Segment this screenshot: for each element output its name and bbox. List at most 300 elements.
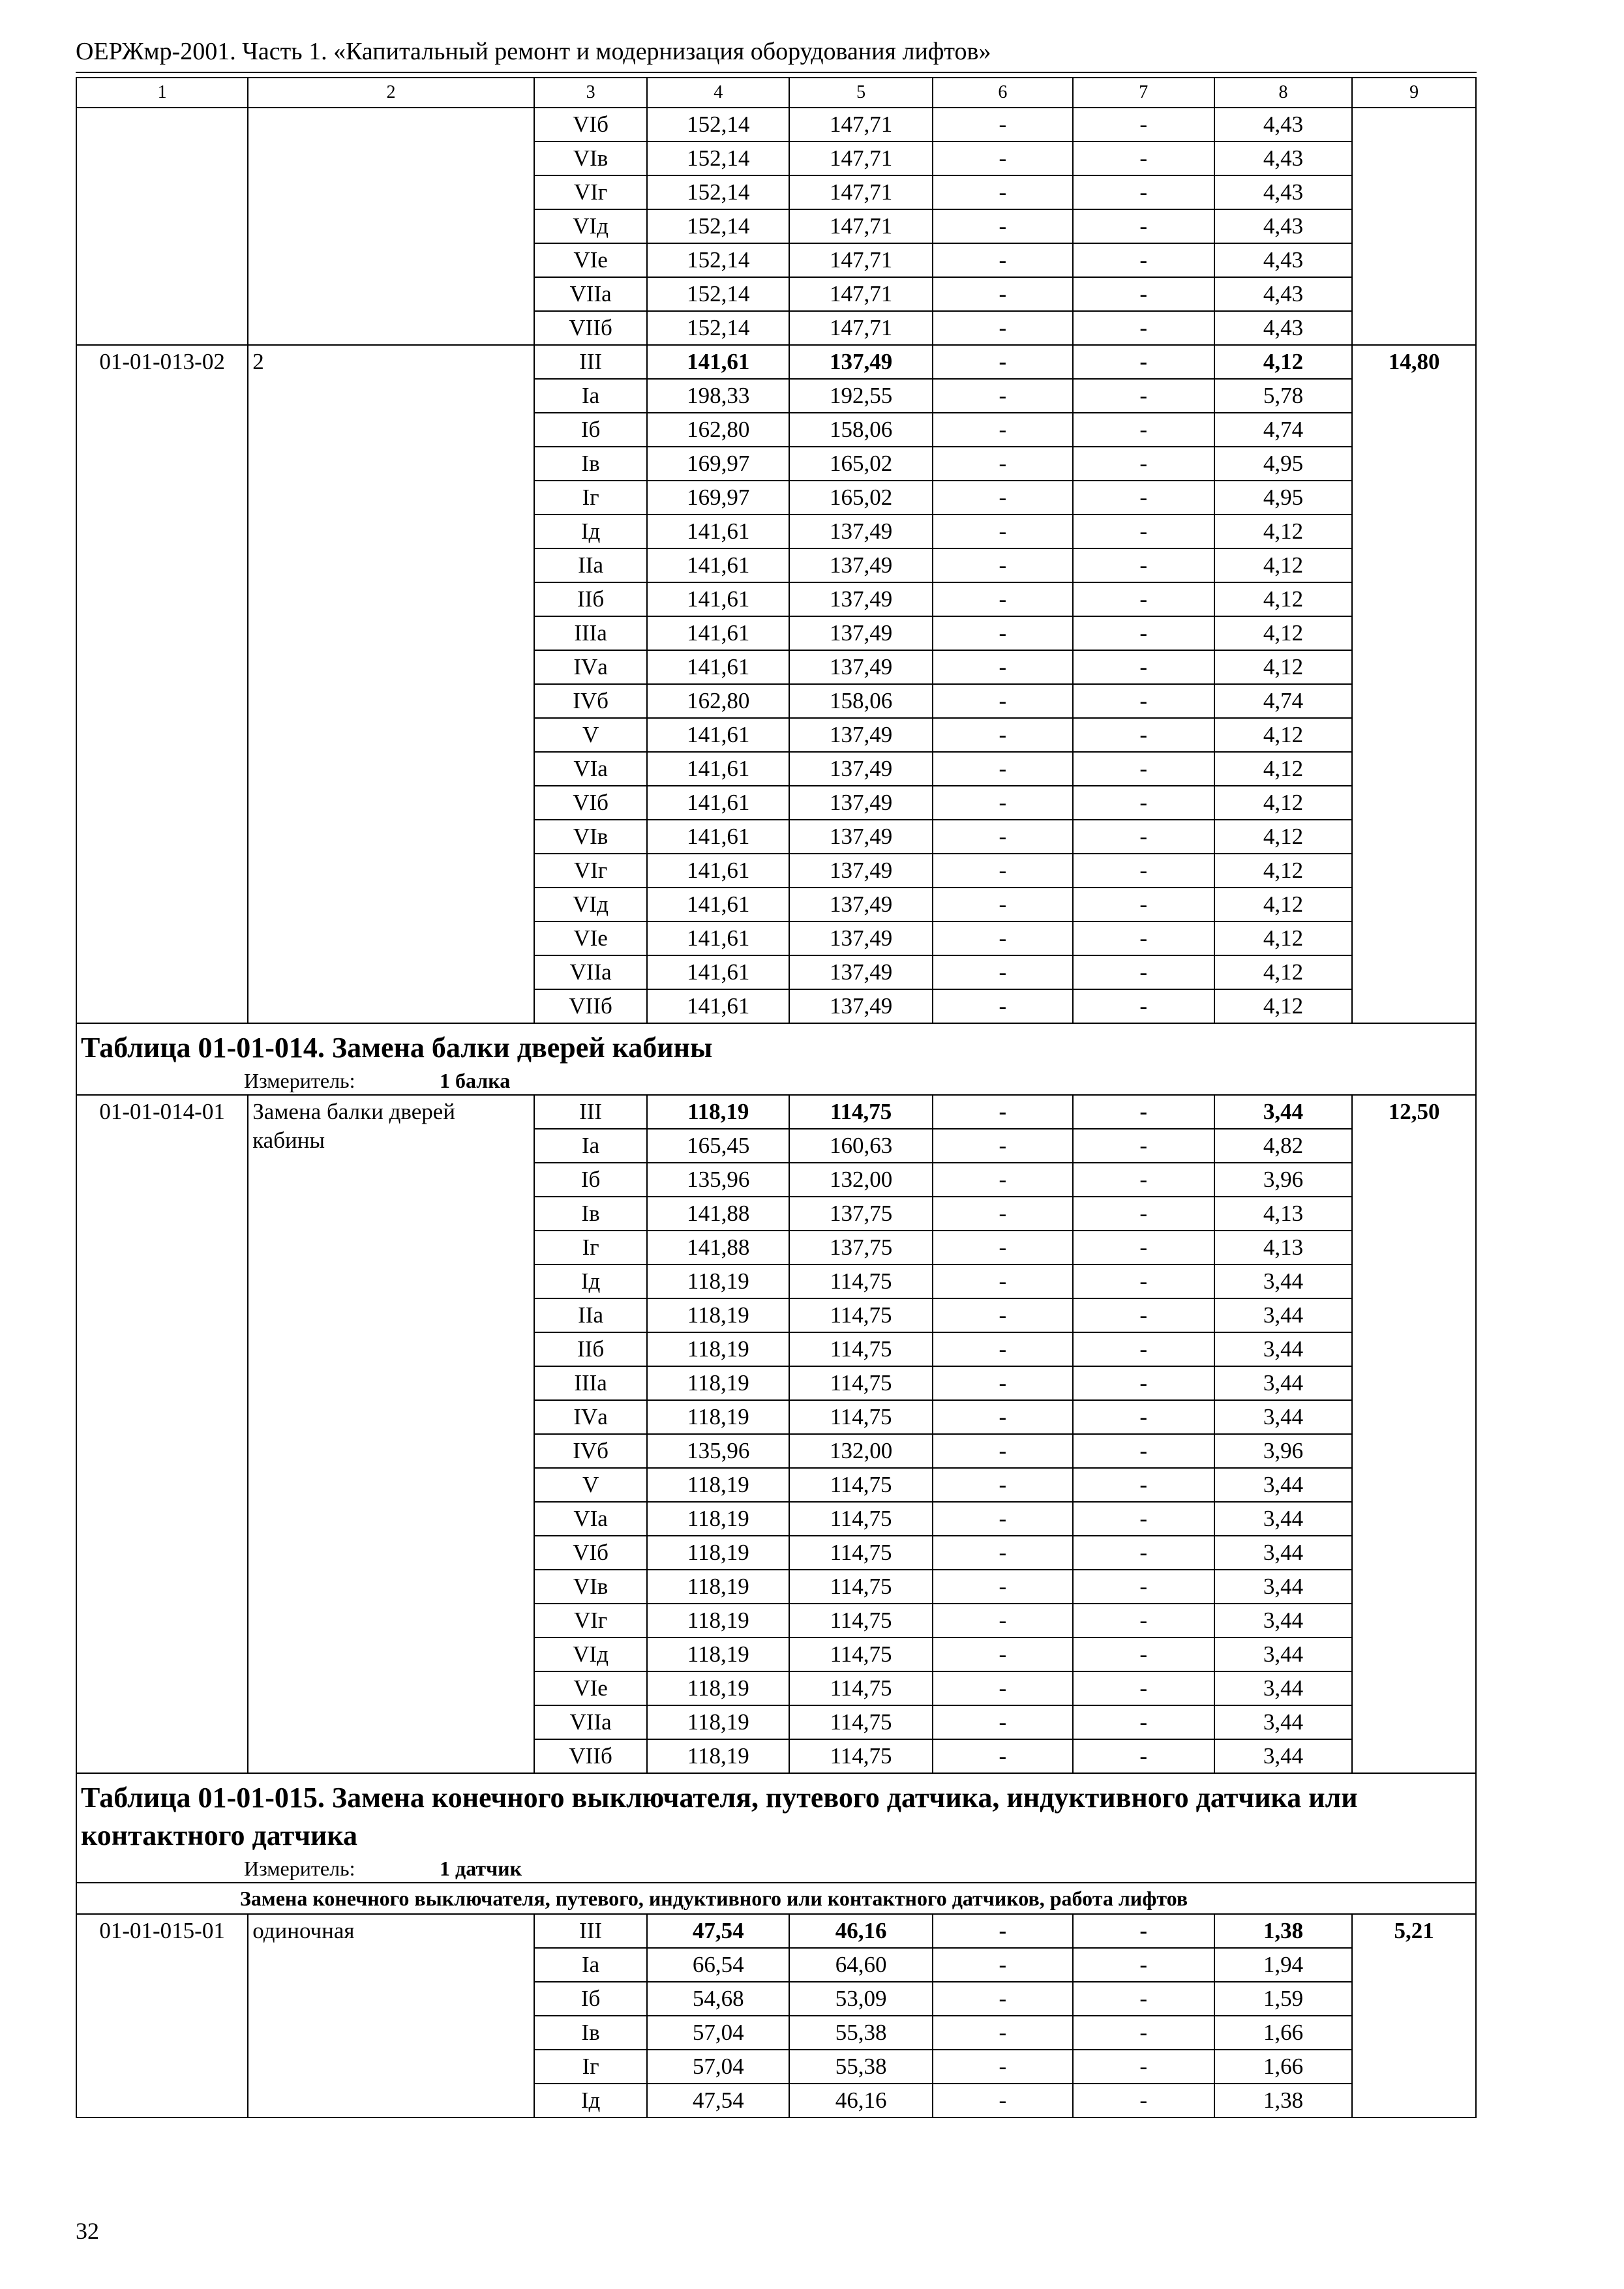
zone-cell: IIа bbox=[534, 1298, 647, 1332]
column-number: 2 bbox=[248, 78, 534, 108]
column-number: 3 bbox=[534, 78, 647, 108]
value-cell: - bbox=[933, 1502, 1073, 1536]
value-cell: 3,96 bbox=[1214, 1163, 1353, 1197]
value-cell: - bbox=[1073, 2016, 1214, 2050]
zone-cell: VIб bbox=[534, 108, 647, 142]
value-cell: 3,44 bbox=[1214, 1604, 1353, 1638]
value-cell: - bbox=[1073, 345, 1214, 379]
zone-cell: Iб bbox=[534, 413, 647, 447]
value-cell: - bbox=[1073, 1502, 1214, 1536]
zone-cell: Iб bbox=[534, 1163, 647, 1197]
value-cell: 4,43 bbox=[1214, 142, 1353, 175]
value-cell: - bbox=[1073, 752, 1214, 786]
value-cell: 114,75 bbox=[789, 1671, 933, 1705]
value-cell: 3,44 bbox=[1214, 1570, 1353, 1604]
value-cell: 1,38 bbox=[1214, 1914, 1353, 1948]
value-cell: 147,71 bbox=[789, 108, 933, 142]
value-cell: 141,61 bbox=[647, 718, 789, 752]
zone-cell: IIIа bbox=[534, 616, 647, 650]
value-cell: - bbox=[1073, 277, 1214, 311]
value-cell: 4,95 bbox=[1214, 481, 1353, 515]
value-cell: - bbox=[933, 1197, 1073, 1231]
zone-cell: VIв bbox=[534, 1570, 647, 1604]
value-cell: - bbox=[1073, 1332, 1214, 1366]
value-cell: - bbox=[1073, 786, 1214, 820]
value-cell: - bbox=[933, 752, 1073, 786]
value-cell: - bbox=[1073, 1129, 1214, 1163]
value-cell: - bbox=[933, 616, 1073, 650]
value-cell: - bbox=[933, 1638, 1073, 1671]
value-cell: - bbox=[933, 820, 1073, 854]
zone-cell: IVб bbox=[534, 1434, 647, 1468]
value-cell: - bbox=[933, 1705, 1073, 1739]
value-cell: - bbox=[933, 1948, 1073, 1982]
value-cell: 169,97 bbox=[647, 481, 789, 515]
value-cell: 114,75 bbox=[789, 1298, 933, 1332]
value-cell: 4,12 bbox=[1214, 548, 1353, 582]
value-cell: 4,12 bbox=[1214, 718, 1353, 752]
value-cell: - bbox=[933, 379, 1073, 413]
value-cell: 1,94 bbox=[1214, 1948, 1353, 1982]
value-cell: 137,49 bbox=[789, 345, 933, 379]
value-cell: 1,66 bbox=[1214, 2050, 1353, 2084]
value-cell: - bbox=[1073, 1468, 1214, 1502]
value-cell: 135,96 bbox=[647, 1163, 789, 1197]
value-cell: 4,12 bbox=[1214, 786, 1353, 820]
value-cell: 4,13 bbox=[1214, 1231, 1353, 1264]
value-cell: - bbox=[1073, 1570, 1214, 1604]
value-cell: - bbox=[933, 345, 1073, 379]
value-cell: 3,96 bbox=[1214, 1434, 1353, 1468]
zone-cell: IVб bbox=[534, 684, 647, 718]
value-cell: - bbox=[1073, 2084, 1214, 2117]
value-cell: - bbox=[1073, 209, 1214, 243]
zone-cell: VIIа bbox=[534, 1705, 647, 1739]
value-cell: 118,19 bbox=[647, 1332, 789, 1366]
column-number: 4 bbox=[647, 78, 789, 108]
value-cell: - bbox=[1073, 243, 1214, 277]
zone-cell: VIб bbox=[534, 786, 647, 820]
table-row bbox=[76, 1095, 1476, 1129]
work-name: Замена балки дверей кабины bbox=[248, 1095, 534, 1773]
zone-cell: IVа bbox=[534, 1400, 647, 1434]
value-cell: 137,49 bbox=[789, 921, 933, 955]
value-cell: 4,12 bbox=[1214, 650, 1353, 684]
value-cell: 4,12 bbox=[1214, 921, 1353, 955]
measure-value: 1 балка bbox=[440, 1069, 511, 1092]
value-cell: - bbox=[1073, 108, 1214, 142]
value-cell: 4,43 bbox=[1214, 277, 1353, 311]
value-cell: - bbox=[933, 1095, 1073, 1129]
value-cell: - bbox=[1073, 888, 1214, 921]
measure-label: Измеритель: bbox=[244, 1857, 355, 1880]
zone-cell: VIIб bbox=[534, 1739, 647, 1773]
value-cell: 118,19 bbox=[647, 1536, 789, 1570]
zone-cell: VIг bbox=[534, 175, 647, 209]
value-cell: 47,54 bbox=[647, 1914, 789, 1948]
value-cell: - bbox=[933, 548, 1073, 582]
zone-cell: VIв bbox=[534, 142, 647, 175]
measure-value: 1 датчик bbox=[440, 1857, 522, 1880]
value-cell: 118,19 bbox=[647, 1604, 789, 1638]
value-cell: - bbox=[933, 1570, 1073, 1604]
value-cell: 4,43 bbox=[1214, 311, 1353, 345]
value-cell: 3,44 bbox=[1214, 1366, 1353, 1400]
value-cell: 141,61 bbox=[647, 345, 789, 379]
zone-cell: VIд bbox=[534, 1638, 647, 1671]
value-cell: 147,71 bbox=[789, 175, 933, 209]
zone-cell: III bbox=[534, 1914, 647, 1948]
value-cell: 141,88 bbox=[647, 1231, 789, 1264]
value-cell: - bbox=[933, 2016, 1073, 2050]
zone-cell: V bbox=[534, 718, 647, 752]
value-cell: - bbox=[1073, 1163, 1214, 1197]
value-cell: 118,19 bbox=[647, 1502, 789, 1536]
value-cell: - bbox=[933, 1298, 1073, 1332]
value-cell: - bbox=[1073, 1638, 1214, 1671]
value-cell: 141,61 bbox=[647, 854, 789, 888]
value-cell: 66,54 bbox=[647, 1948, 789, 1982]
header-rule bbox=[76, 72, 1477, 73]
zone-cell: Iг bbox=[534, 2050, 647, 2084]
column-number: 6 bbox=[933, 78, 1073, 108]
value-cell: 4,43 bbox=[1214, 209, 1353, 243]
value-cell: 132,00 bbox=[789, 1163, 933, 1197]
value-cell: 118,19 bbox=[647, 1671, 789, 1705]
zone-cell: VIIб bbox=[534, 311, 647, 345]
value-cell: 141,61 bbox=[647, 921, 789, 955]
value-cell: - bbox=[933, 718, 1073, 752]
value-cell: - bbox=[1073, 175, 1214, 209]
table-row bbox=[76, 108, 1476, 142]
value-cell: - bbox=[933, 888, 1073, 921]
value-cell: 114,75 bbox=[789, 1570, 933, 1604]
zone-cell: VIд bbox=[534, 209, 647, 243]
value-cell: 118,19 bbox=[647, 1638, 789, 1671]
value-cell: - bbox=[933, 142, 1073, 175]
zone-cell: Iг bbox=[534, 1231, 647, 1264]
value-cell: 55,38 bbox=[789, 2050, 933, 2084]
value-cell: 137,49 bbox=[789, 955, 933, 989]
column-number: 8 bbox=[1214, 78, 1353, 108]
value-cell: 118,19 bbox=[647, 1366, 789, 1400]
measure-cell bbox=[76, 1855, 1476, 1883]
value-cell: 114,75 bbox=[789, 1638, 933, 1671]
work-name: одиночная bbox=[248, 1914, 534, 2117]
value-cell: 114,75 bbox=[789, 1739, 933, 1773]
zone-cell: VIIа bbox=[534, 277, 647, 311]
value-cell: 141,61 bbox=[647, 955, 789, 989]
rate-code bbox=[76, 108, 248, 345]
value-cell: - bbox=[933, 413, 1073, 447]
value-cell: 137,49 bbox=[789, 854, 933, 888]
measure-row bbox=[76, 1067, 1476, 1095]
zone-cell: Iд bbox=[534, 1264, 647, 1298]
value-cell: 162,80 bbox=[647, 684, 789, 718]
value-cell: - bbox=[933, 209, 1073, 243]
zone-cell: VIе bbox=[534, 243, 647, 277]
value-cell: - bbox=[1073, 582, 1214, 616]
value-cell: - bbox=[1073, 413, 1214, 447]
value-cell: - bbox=[933, 2084, 1073, 2117]
value-cell: - bbox=[933, 1400, 1073, 1434]
value-cell: - bbox=[933, 684, 1073, 718]
value-cell: - bbox=[1073, 1604, 1214, 1638]
value-cell: 3,44 bbox=[1214, 1638, 1353, 1671]
value-cell: 3,44 bbox=[1214, 1264, 1353, 1298]
value-cell: 57,04 bbox=[647, 2016, 789, 2050]
value-cell: - bbox=[1073, 481, 1214, 515]
value-cell: 4,12 bbox=[1214, 345, 1353, 379]
zone-cell: VIб bbox=[534, 1536, 647, 1570]
value-cell: 152,14 bbox=[647, 311, 789, 345]
value-cell: 137,49 bbox=[789, 515, 933, 548]
value-cell: 3,44 bbox=[1214, 1502, 1353, 1536]
value-cell: 118,19 bbox=[647, 1705, 789, 1739]
value-cell: - bbox=[933, 1129, 1073, 1163]
value-cell: - bbox=[933, 175, 1073, 209]
value-cell: 3,44 bbox=[1214, 1298, 1353, 1332]
zone-cell: VIг bbox=[534, 854, 647, 888]
value-cell: 147,71 bbox=[789, 311, 933, 345]
zone-cell: Iа bbox=[534, 1129, 647, 1163]
subtitle-row bbox=[76, 1883, 1476, 1914]
page-number: 32 bbox=[76, 2218, 99, 2244]
value-cell: 137,49 bbox=[789, 820, 933, 854]
value-cell: - bbox=[933, 1982, 1073, 2016]
value-cell: 4,43 bbox=[1214, 175, 1353, 209]
zone-cell: VIа bbox=[534, 752, 647, 786]
value-cell: - bbox=[933, 2050, 1073, 2084]
value-cell: - bbox=[1073, 684, 1214, 718]
value-cell: - bbox=[1073, 1400, 1214, 1434]
value-cell: - bbox=[933, 108, 1073, 142]
table-row bbox=[76, 1914, 1476, 1948]
value-cell: 137,49 bbox=[789, 888, 933, 921]
value-cell: - bbox=[933, 650, 1073, 684]
value-cell: - bbox=[1073, 1366, 1214, 1400]
value-cell: - bbox=[1073, 1914, 1214, 1948]
value-cell: 137,49 bbox=[789, 650, 933, 684]
value-cell: - bbox=[1073, 548, 1214, 582]
value-cell: - bbox=[1073, 515, 1214, 548]
table-title-row bbox=[76, 1023, 1476, 1067]
page-header: ОЕРЖмр-2001. Часть 1. «Капитальный ремонт и модернизация оборудования лифтов» bbox=[76, 38, 991, 65]
value-cell: - bbox=[933, 311, 1073, 345]
value-cell: - bbox=[1073, 1231, 1214, 1264]
value-cell: - bbox=[1073, 955, 1214, 989]
value-cell: 137,49 bbox=[789, 752, 933, 786]
value-cell: 141,61 bbox=[647, 786, 789, 820]
value-cell: - bbox=[933, 1264, 1073, 1298]
value-cell: - bbox=[933, 1536, 1073, 1570]
zone-cell: Iв bbox=[534, 1197, 647, 1231]
zone-cell: VIг bbox=[534, 1604, 647, 1638]
zone-cell: IIб bbox=[534, 1332, 647, 1366]
value-cell: 152,14 bbox=[647, 277, 789, 311]
value-cell: 4,12 bbox=[1214, 515, 1353, 548]
value-cell: 132,00 bbox=[789, 1434, 933, 1468]
value-cell: 4,12 bbox=[1214, 582, 1353, 616]
zone-cell: III bbox=[534, 1095, 647, 1129]
value-cell: 4,12 bbox=[1214, 888, 1353, 921]
zone-cell: VIIб bbox=[534, 989, 647, 1023]
zone-cell: Iд bbox=[534, 515, 647, 548]
value-cell: 3,44 bbox=[1214, 1536, 1353, 1570]
value-cell: 118,19 bbox=[647, 1739, 789, 1773]
rate-code: 01-01-014-01 bbox=[76, 1095, 248, 1773]
zone-cell: Iг bbox=[534, 481, 647, 515]
value-cell: 137,75 bbox=[789, 1197, 933, 1231]
value-cell: 141,61 bbox=[647, 989, 789, 1023]
value-cell: 57,04 bbox=[647, 2050, 789, 2084]
value-cell: 4,12 bbox=[1214, 752, 1353, 786]
value-cell: 4,74 bbox=[1214, 413, 1353, 447]
value-cell: 4,12 bbox=[1214, 854, 1353, 888]
value-cell: 114,75 bbox=[789, 1095, 933, 1129]
value-cell: - bbox=[1073, 1536, 1214, 1570]
table-body bbox=[76, 78, 1476, 2117]
value-cell: - bbox=[1073, 1982, 1214, 2016]
value-cell: 3,44 bbox=[1214, 1095, 1353, 1129]
value-cell: 147,71 bbox=[789, 142, 933, 175]
value-cell: - bbox=[1073, 1739, 1214, 1773]
value-cell: - bbox=[1073, 1434, 1214, 1468]
value-cell: 165,02 bbox=[789, 447, 933, 481]
value-cell: 114,75 bbox=[789, 1468, 933, 1502]
value-cell: - bbox=[1073, 989, 1214, 1023]
value-cell: 4,12 bbox=[1214, 955, 1353, 989]
value-cell: 3,44 bbox=[1214, 1671, 1353, 1705]
value-cell: 114,75 bbox=[789, 1502, 933, 1536]
zone-cell: VIIа bbox=[534, 955, 647, 989]
value-cell: - bbox=[933, 1671, 1073, 1705]
value-cell: 114,75 bbox=[789, 1705, 933, 1739]
value-cell: - bbox=[1073, 1705, 1214, 1739]
labor-cost-cell: 5,21 bbox=[1352, 1914, 1476, 2117]
table-title: Таблица 01-01-015. Замена конечного выключателя, путевого датчика, индуктивного датчика или контактного датчика bbox=[76, 1773, 1476, 1855]
value-cell: 162,80 bbox=[647, 413, 789, 447]
value-cell: 118,19 bbox=[647, 1468, 789, 1502]
value-cell: - bbox=[1073, 1671, 1214, 1705]
value-cell: - bbox=[1073, 1095, 1214, 1129]
value-cell: 118,19 bbox=[647, 1264, 789, 1298]
value-cell: - bbox=[1073, 142, 1214, 175]
value-cell: 4,43 bbox=[1214, 108, 1353, 142]
column-number-row bbox=[76, 78, 1476, 108]
value-cell: - bbox=[933, 582, 1073, 616]
value-cell: - bbox=[933, 447, 1073, 481]
value-cell: 3,44 bbox=[1214, 1468, 1353, 1502]
value-cell: - bbox=[933, 854, 1073, 888]
value-cell: - bbox=[1073, 718, 1214, 752]
column-number: 9 bbox=[1352, 78, 1476, 108]
value-cell: 1,38 bbox=[1214, 2084, 1353, 2117]
value-cell: 165,02 bbox=[789, 481, 933, 515]
value-cell: 54,68 bbox=[647, 1982, 789, 2016]
value-cell: 135,96 bbox=[647, 1434, 789, 1468]
value-cell: 169,97 bbox=[647, 447, 789, 481]
value-cell: 4,12 bbox=[1214, 820, 1353, 854]
value-cell: 137,49 bbox=[789, 786, 933, 820]
value-cell: - bbox=[933, 277, 1073, 311]
value-cell: 3,44 bbox=[1214, 1332, 1353, 1366]
value-cell: 137,49 bbox=[789, 582, 933, 616]
zone-cell: Iб bbox=[534, 1982, 647, 2016]
value-cell: 152,14 bbox=[647, 209, 789, 243]
value-cell: 141,61 bbox=[647, 582, 789, 616]
value-cell: 118,19 bbox=[647, 1570, 789, 1604]
column-number: 1 bbox=[76, 78, 248, 108]
value-cell: 141,61 bbox=[647, 650, 789, 684]
labor-cost-cell bbox=[1352, 108, 1476, 345]
measure-cell bbox=[76, 1067, 1476, 1095]
value-cell: 4,13 bbox=[1214, 1197, 1353, 1231]
value-cell: 137,49 bbox=[789, 616, 933, 650]
value-cell: 3,44 bbox=[1214, 1739, 1353, 1773]
measure-label: Измеритель: bbox=[244, 1069, 355, 1092]
value-cell: 55,38 bbox=[789, 2016, 933, 2050]
value-cell: 3,44 bbox=[1214, 1705, 1353, 1739]
value-cell: 198,33 bbox=[647, 379, 789, 413]
table-row bbox=[76, 345, 1476, 379]
rate-code: 01-01-015-01 bbox=[76, 1914, 248, 2117]
value-cell: 46,16 bbox=[789, 2084, 933, 2117]
value-cell: - bbox=[1073, 447, 1214, 481]
value-cell: 4,74 bbox=[1214, 684, 1353, 718]
value-cell: - bbox=[933, 1914, 1073, 1948]
value-cell: - bbox=[933, 955, 1073, 989]
value-cell: 137,49 bbox=[789, 989, 933, 1023]
value-cell: 152,14 bbox=[647, 243, 789, 277]
value-cell: 64,60 bbox=[789, 1948, 933, 1982]
rates-table bbox=[76, 77, 1477, 2118]
value-cell: 147,71 bbox=[789, 209, 933, 243]
value-cell: - bbox=[933, 1604, 1073, 1638]
value-cell: 137,49 bbox=[789, 718, 933, 752]
value-cell: 4,12 bbox=[1214, 616, 1353, 650]
value-cell: - bbox=[933, 1366, 1073, 1400]
zone-cell: V bbox=[534, 1468, 647, 1502]
labor-cost-cell: 12,50 bbox=[1352, 1095, 1476, 1773]
section-subtitle: Замена конечного выключателя, путевого, индуктивного или контактного датчиков, работа лифтов bbox=[76, 1883, 1476, 1914]
value-cell: 4,95 bbox=[1214, 447, 1353, 481]
value-cell: 5,78 bbox=[1214, 379, 1353, 413]
value-cell: 3,44 bbox=[1214, 1400, 1353, 1434]
value-cell: - bbox=[933, 786, 1073, 820]
value-cell: 152,14 bbox=[647, 175, 789, 209]
work-name bbox=[248, 108, 534, 345]
value-cell: 118,19 bbox=[647, 1298, 789, 1332]
value-cell: 114,75 bbox=[789, 1366, 933, 1400]
value-cell: 1,66 bbox=[1214, 2016, 1353, 2050]
value-cell: - bbox=[933, 243, 1073, 277]
zone-cell: Iд bbox=[534, 2084, 647, 2117]
value-cell: - bbox=[1073, 650, 1214, 684]
value-cell: 114,75 bbox=[789, 1604, 933, 1638]
value-cell: 141,61 bbox=[647, 515, 789, 548]
value-cell: 114,75 bbox=[789, 1332, 933, 1366]
table-title-row bbox=[76, 1773, 1476, 1855]
value-cell: - bbox=[933, 515, 1073, 548]
value-cell: - bbox=[933, 1468, 1073, 1502]
value-cell: - bbox=[933, 1163, 1073, 1197]
value-cell: 141,61 bbox=[647, 820, 789, 854]
value-cell: - bbox=[933, 1231, 1073, 1264]
value-cell: - bbox=[1073, 1197, 1214, 1231]
value-cell: 53,09 bbox=[789, 1982, 933, 2016]
value-cell: 4,82 bbox=[1214, 1129, 1353, 1163]
